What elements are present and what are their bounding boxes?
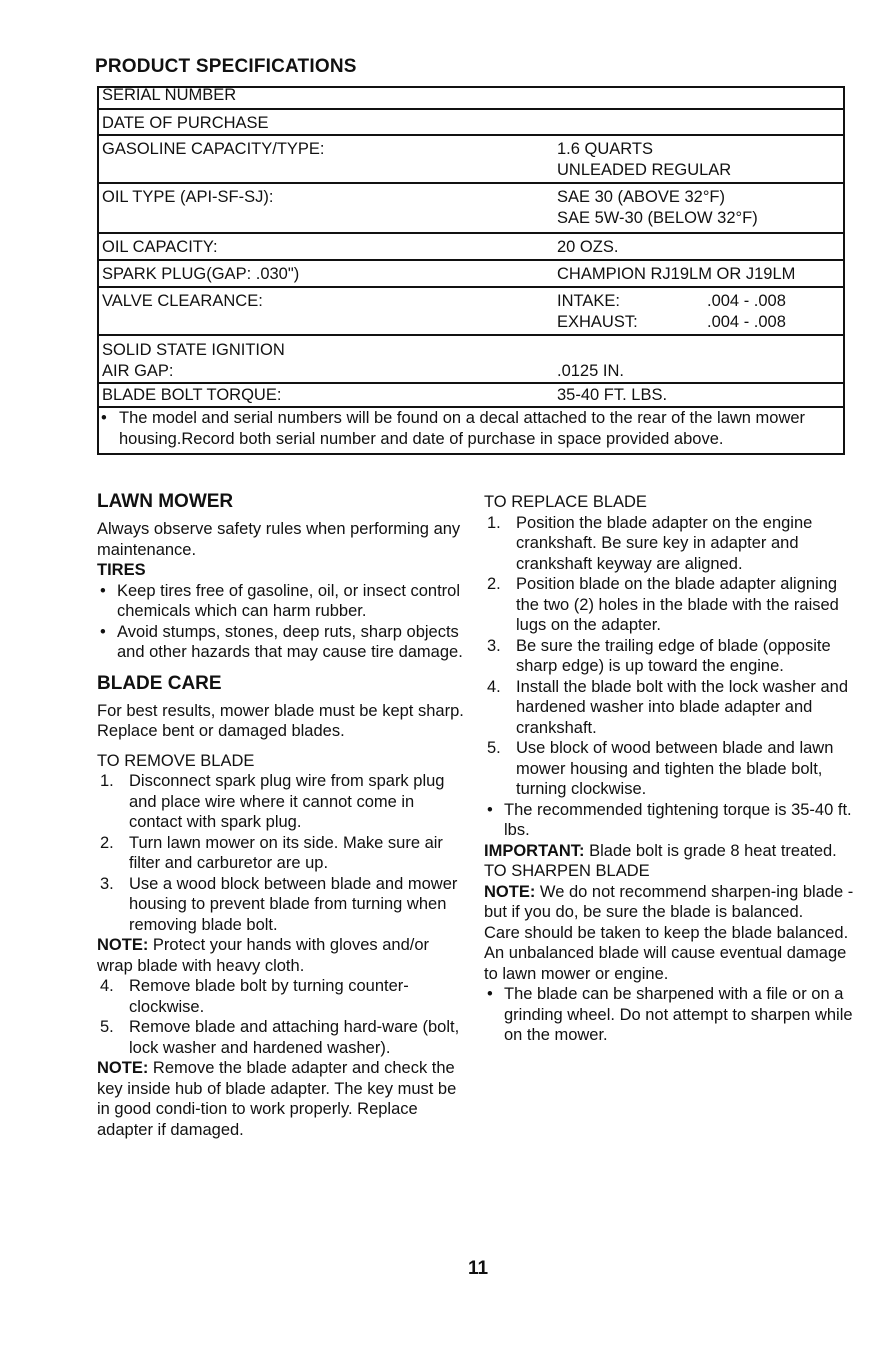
list-item: • The blade can be sharpened with a file or on a grinding wheel. Do not attempt to sharpen while on the mower. — [487, 985, 853, 1044]
remove-steps — [97, 771, 467, 935]
spec-value: CHAMPION RJ19LM OR J19LM — [557, 265, 796, 283]
spec-label: BLADE BOLT TORQUE: — [102, 386, 282, 404]
spec-value — [557, 291, 843, 334]
exhaust-value: .004 - .008 — [707, 313, 786, 331]
section-heading-tires: TIRES — [97, 561, 146, 579]
list-item: 1. Position the blade adapter on the engine crankshaft. Be sure key in adapter and crankshaft keyway are aligned. — [487, 513, 813, 573]
spec-row-ignition — [99, 336, 843, 384]
section-heading-replace-blade: TO REPLACE BLADE — [484, 493, 647, 511]
list-item: 2. Position blade on the blade adapter aligning the two (2) holes in the blade with the raised lugs on the adapter. — [487, 575, 839, 634]
spec-row-blade-torque — [99, 384, 843, 408]
page-title: PRODUCT SPECIFICATIONS — [95, 56, 357, 77]
spec-label: VALVE CLEARANCE: — [102, 292, 263, 310]
spec-value-line: UNLEADED REGULAR — [557, 161, 732, 179]
spec-note — [99, 408, 843, 455]
list-item: • The recommended tightening torque is 35-40 ft. lbs. — [487, 800, 852, 839]
spec-row-oil-capacity — [99, 234, 843, 261]
spec-row-spark-plug — [99, 261, 843, 288]
remove-steps-continued — [97, 976, 467, 1058]
list-item: 5. Remove blade and attaching hard-ware (bolt, lock washer and hardened washer). — [100, 1018, 460, 1057]
spec-value-line: 1.6 QUARTS — [557, 140, 653, 158]
right-column — [484, 492, 854, 1046]
list-item: 4. Remove blade bolt by turning counter-clockwise. — [100, 977, 409, 1016]
spec-label: SERIAL NUMBER — [102, 88, 237, 104]
spec-label: OIL CAPACITY: — [102, 238, 218, 256]
spec-value — [557, 187, 843, 232]
sharpen-list — [484, 984, 854, 1046]
spec-value: 20 OZS. — [557, 238, 619, 256]
spec-value-line: SAE 5W-30 (BELOW 32°F) — [557, 209, 758, 227]
list-item: 5. Use block of wood between blade and lawn mower housing and tighten the blade bolt, turning clockwise. — [487, 739, 834, 798]
bullet-mark: • — [101, 409, 107, 427]
replace-steps — [484, 513, 854, 800]
torque-list — [484, 800, 854, 841]
important-note: IMPORTANT: Blade bolt is grade 8 heat treated. — [484, 841, 837, 860]
list-item: 1. Disconnect spark plug wire from spark plug and place wire where it cannot come in contact with spark plug. — [100, 772, 445, 831]
intake-label: INTAKE: — [557, 292, 620, 310]
spec-note-text: The model and serial numbers will be found on a decal attached to the rear of the lawn mower housing.Record both serial number and date of purchase in space provided above. — [119, 409, 806, 448]
spec-value: 35-40 FT. LBS. — [557, 386, 668, 404]
spec-label: DATE OF PURCHASE — [102, 114, 269, 132]
section-heading-blade-care: BLADE CARE — [97, 672, 222, 694]
list-item: • Avoid stumps, stones, deep ruts, sharp objects and other hazards that may cause tire damage. — [100, 622, 463, 661]
spec-label-line: SOLID STATE IGNITION — [102, 341, 285, 359]
spec-value — [557, 139, 843, 182]
lawn-mower-intro: Always observe safety rules when performing any maintenance. — [97, 520, 461, 559]
list-item: • Keep tires free of gasoline, oil, or insect control chemicals which can harm rubber. — [100, 581, 461, 620]
exhaust-label: EXHAUST: — [557, 313, 638, 331]
spec-row-gasoline — [99, 136, 843, 184]
care-text: Care should be taken to keep the blade balanced. An unbalanced blade will cause eventual damage to lawn mower or engine. — [484, 923, 849, 983]
spec-row-serial — [99, 88, 843, 110]
list-item: 3. Use a wood block between blade and mower housing to prevent blade from turning when removing blade bolt. — [100, 874, 458, 934]
page-number: 11 — [468, 1258, 489, 1279]
section-heading-lawn-mower: LAWN MOWER — [97, 491, 234, 512]
spec-row-date — [99, 110, 843, 136]
spec-row-oil-type — [99, 184, 843, 234]
list-item: 4. Install the blade bolt with the lock washer and hardened washer into blade adapter and crankshaft. — [487, 677, 849, 737]
list-item: 3. Be sure the trailing edge of blade (opposite sharp edge) is up toward the engine. — [487, 636, 831, 675]
list-item: 2. Turn lawn mower on its side. Make sure air filter and carburetor are up. — [100, 833, 443, 872]
spec-value — [557, 340, 843, 382]
spec-table — [97, 86, 845, 455]
note-blade-adapter: NOTE: Remove the blade adapter and check the key inside hub of blade adapter. The key must be in good condi-tion to work properly. Replace adapter if damaged. — [97, 1059, 457, 1139]
tires-list — [97, 581, 467, 663]
spec-label-line: AIR GAP: — [102, 362, 174, 380]
section-heading-remove-blade: TO REMOVE BLADE — [97, 751, 255, 770]
intake-value: .004 - .008 — [707, 292, 786, 310]
note-sharpening: NOTE: We do not recommend sharpen-ing blade - but if you do, be sure the blade is balanced. — [484, 882, 854, 921]
left-column — [97, 490, 467, 1140]
spec-row-valve-clearance — [99, 288, 843, 336]
section-heading-sharpen-blade: TO SHARPEN BLADE — [484, 862, 650, 880]
spec-value-line: SAE 30 (ABOVE 32°F) — [557, 188, 725, 206]
note-protect-hands: NOTE: Protect your hands with gloves and/or wrap blade with heavy cloth. — [97, 936, 429, 975]
spec-label: OIL TYPE (API-SF-SJ): — [102, 188, 274, 206]
spec-value-line: .0125 IN. — [557, 362, 624, 380]
spec-label: SPARK PLUG(GAP: .030") — [102, 265, 300, 283]
spec-label — [102, 340, 557, 382]
blade-care-text: For best results, mower blade must be kept sharp. Replace bent or damaged blades. — [97, 701, 464, 740]
spec-label: GASOLINE CAPACITY/TYPE: — [102, 140, 325, 158]
